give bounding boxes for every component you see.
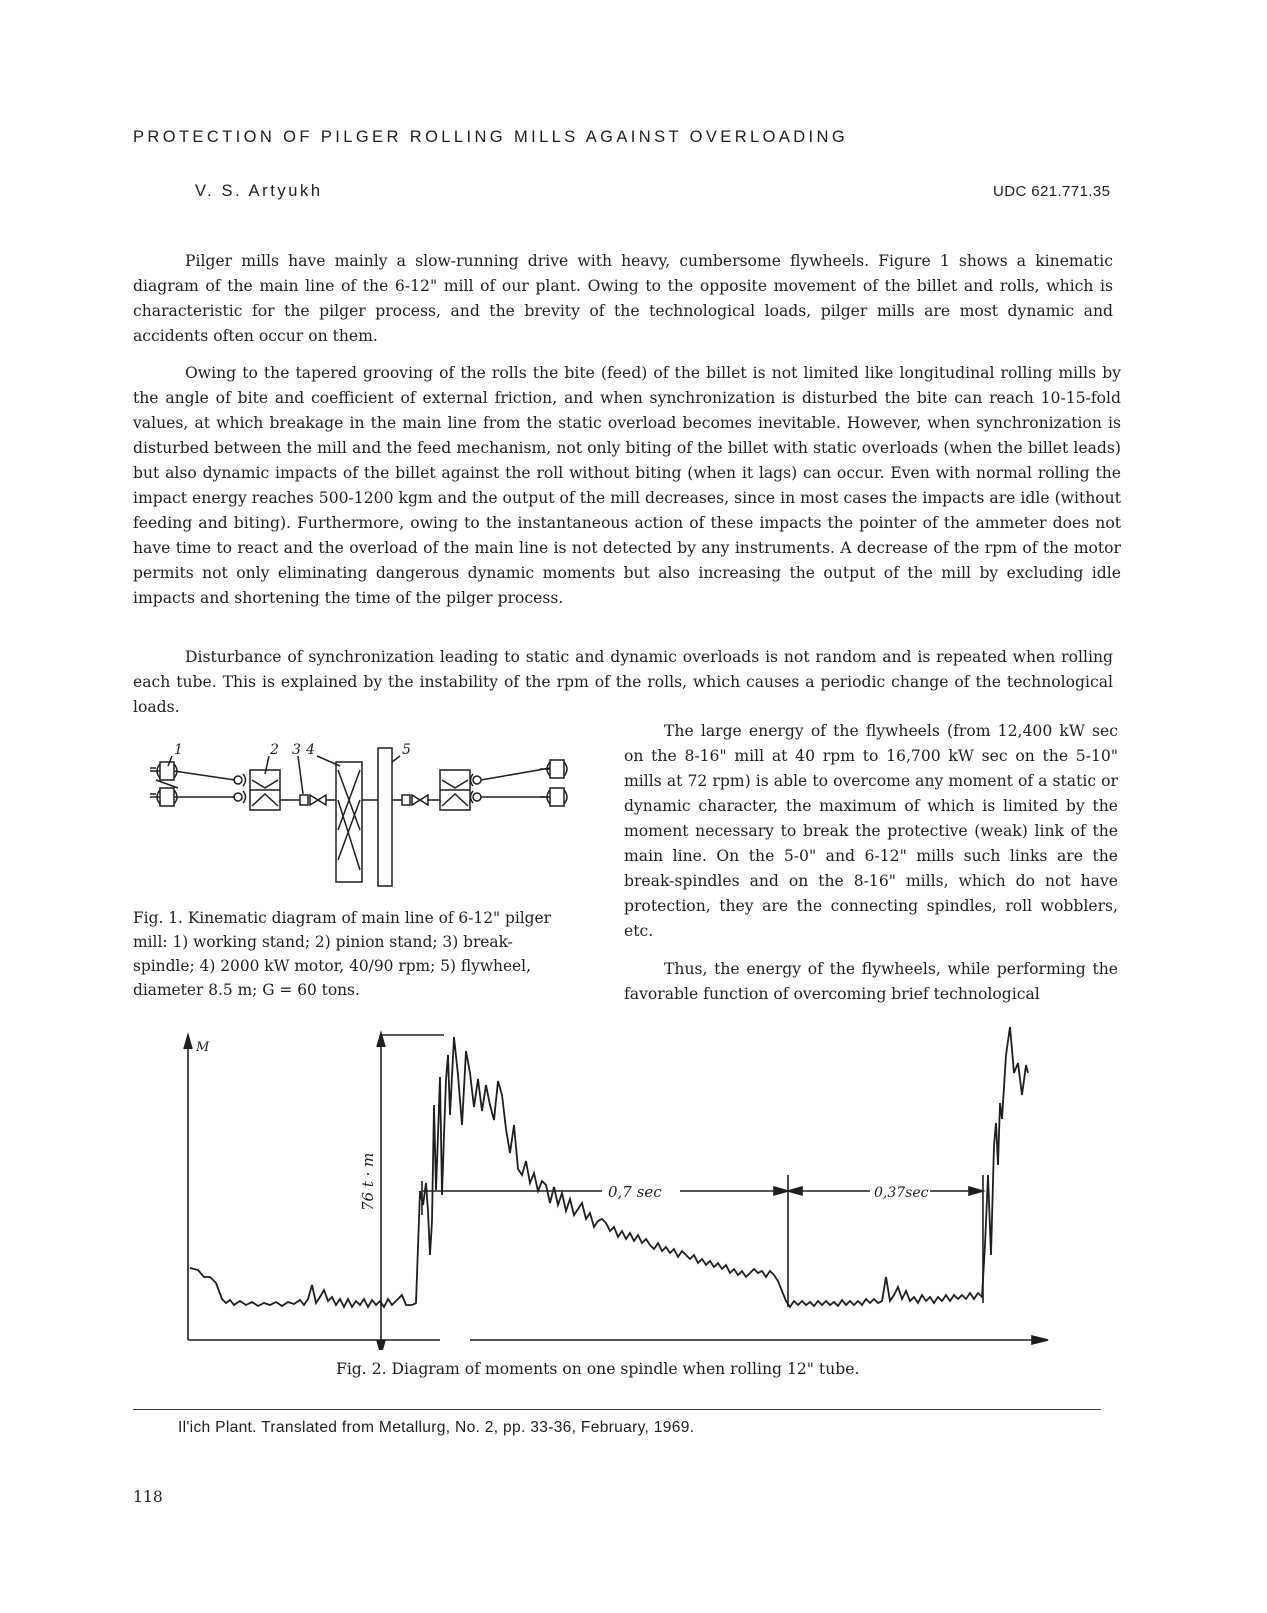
y-axis-label: M [196,1040,210,1055]
fig1-label-1: 1 [174,742,183,758]
interval-2-label: 0,37sec [874,1185,929,1201]
footnote: Il'ich Plant. Translated from Metallurg, No. 2, pp. 33-36, February, 1969. [178,1419,695,1436]
moment-curve [190,1027,1028,1307]
fig1-label-3: 3 [292,742,301,758]
figure-2-caption: Fig. 2. Diagram of moments on one spindle when rolling 12" tube. [336,1360,860,1378]
udc-code: UDC 621.771.35 [993,183,1111,200]
fig1-label-4: 4 [306,742,315,758]
paragraph-3: Disturbance of synchronization leading to static and dynamic overloads is not random and is repeated when rolling each tube. This is explained by the instability of the rpm of the rolls, which causes a periodic change of the technological loads. [133,648,1113,716]
flywheel-icon [378,748,392,886]
working-stand-icon [150,762,178,806]
interval-1-label: 0,7 sec [608,1183,662,1201]
pinion-stand-icon [250,770,280,810]
fig1-label-2: 2 [270,742,279,758]
fig1-label-5: 5 [402,742,411,758]
coupling-right-icon [471,774,482,803]
coupling-icon [234,774,246,803]
figure-1-caption: Fig. 1. Kinematic diagram of main line of 6-12" pilger mill: 1) working stand; 2) pinion stand; 3) break-spindle; 4) 2000 kW motor, 40/90 rpm; 5) flywheel, diameter 8.5 m; G = 60 tons. [133,909,551,999]
page-number: 118 [133,1488,163,1506]
footnote-divider [133,1409,1101,1410]
paragraph-5: Thus, the energy of the flywheels, while performing the favorable function of overcoming brief technological [624,960,1118,1003]
break-spindle-icon [300,795,326,805]
paragraph-1: Pilger mills have mainly a slow-running drive with heavy, cumbersome flywheels. Figure 1 shows a kinematic diagram of the main line of the 6-12" mill of our plant. Owing to the opposite movement of the billet and rolls, which is characteristic for the pilger process, and the brevity of the technological loads, pilger mills are most dynamic and accidents often occur on them. [133,252,1113,345]
paragraph-4: The large energy of the flywheels (from 12,400 kW sec on the 8-16" mill at 40 rpm to 16,700 kW sec on the 5-10" mills at 72 rpm) is able to overcome any moment of a static or dynamic character, the maximum of which is limited by the moment necessary to break the protective (weak) link of the main line. On the 5-0" and 6-12" mills such links are the break-spindles and on the 8-16" mills, which do not have protection, they are the connecting spindles, roll wobblers, etc. [624,722,1118,940]
pinion-stand-right-icon [440,770,470,810]
motor-icon [336,762,362,882]
working-stand-right-icon [540,760,567,806]
article-title: PROTECTION OF PILGER ROLLING MILLS AGAINST OVERLOADING [133,128,849,146]
amplitude-label: 76 t · m [359,1152,377,1211]
break-spindle-right-icon [402,795,428,805]
figure-1-kinematic-diagram [140,740,610,890]
x-axis-arrow-icon [1032,1336,1048,1344]
y-axis-arrow-icon [184,1035,192,1049]
figure-2-moment-diagram [170,1015,1060,1350]
paragraph-2: Owing to the tapered grooving of the rolls the bite (feed) of the billet is not limited like longitudinal rolling mills by the angle of bite and coefficient of external friction, and when synchronization is disturbed the bite can reach 10-15-fold values, at which breakage in the main line from the static overload becomes inevitable. However, when synchronization is disturbed between the mill and the feed mechanism, not only biting of the billet with static overloads (when the billet leads) but also dynamic impacts of the billet against the roll without biting (when it lags) can occur. Even with normal rolling the impact energy reaches 500-1200 kgm and the output of the mill decreases, since in most cases the impacts are idle (without feeding and biting). Furthermore, owing to the instantaneous action of these impacts the pointer of the ammeter does not have time to react and the overload of the main line is not detected by any instruments. A decrease of the rpm of the motor permits not only eliminating dangerous dynamic moments but also increasing the output of the mill by excluding idle impacts and shortening the time of the pilger process. [133,364,1121,607]
author-name: V. S. Artyukh [195,182,323,200]
